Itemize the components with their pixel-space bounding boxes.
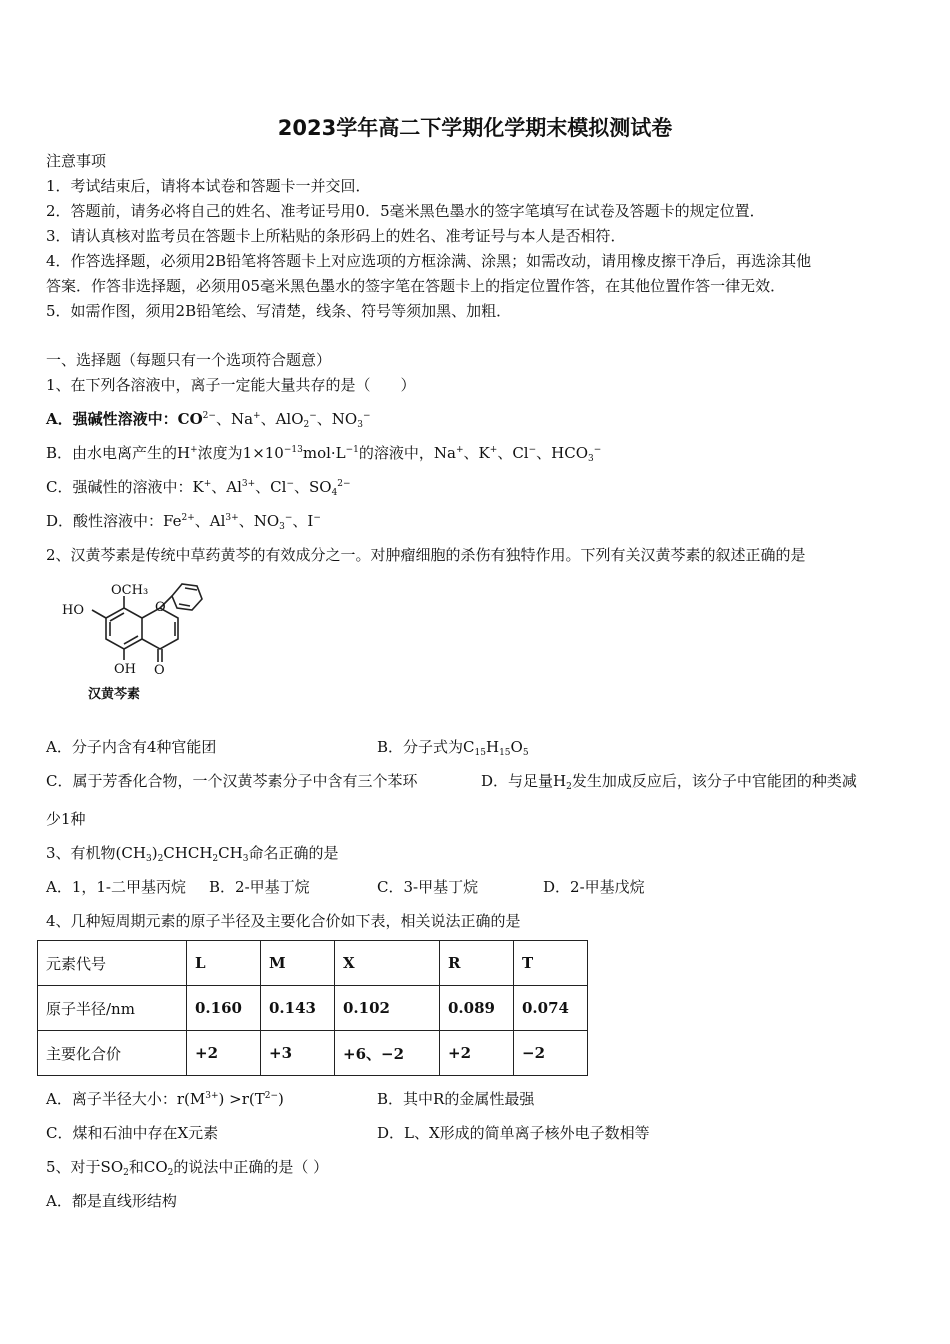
question-4-option-b: B．其中R的金属性最强 [377, 1090, 535, 1108]
question-5-option-a: A．都是直线形结构 [46, 1192, 177, 1210]
element-data-table [37, 940, 588, 1076]
table-cell: 0.102 [335, 986, 440, 1031]
question-4-option-a: A．离子半径大小：$r(M^{3+}) >r(T^{2-})$ [46, 1090, 284, 1108]
label-oh: OH [114, 662, 136, 677]
question-1-option-b: B．由水电离产生的H+浓度为$1\times 10^{-13}mol\cdot L^{-1}$的溶液中，Na+、K+、Cl−、$HCO_3^-$ [46, 444, 602, 464]
table-cell: −2 [514, 1031, 588, 1076]
table-row [38, 941, 588, 986]
notice-item: 4．作答选择题，必须用2B铅笔将答题卡上对应选项的方框涂满、涂黑；如需改动，请用橡皮擦干净后，再选涂其他 [46, 252, 812, 270]
table-cell: 0.074 [514, 986, 588, 1031]
question-4-option-d: D．L、X形成的简单离子核外电子数相等 [377, 1124, 650, 1142]
question-5-stem: 5、对于$SO_2$和$CO_2$的说法中正确的是（ ） [46, 1158, 329, 1178]
table-cell: X [335, 941, 440, 986]
table-cell: L [187, 941, 261, 986]
table-cell: +2 [440, 1031, 514, 1076]
label-ho: HO [62, 603, 84, 618]
table-row [38, 986, 588, 1031]
table-cell: +6、−2 [335, 1031, 440, 1076]
table-cell: 主要化合价 [38, 1031, 187, 1076]
table-cell: T [514, 941, 588, 986]
question-1-option-c: C．强碱性的溶液中：K+、$Al^{3+}$、Cl−、$SO_4^{2-}$ [46, 478, 351, 498]
notice-heading: 注意事项 [46, 152, 107, 170]
page-title: 2023学年高二下学期化学期末模拟测试卷 [277, 116, 673, 140]
question-3-option-b: B．2-甲基丁烷 [209, 878, 310, 896]
question-3-option-d: D．2-甲基戊烷 [543, 878, 645, 896]
table-cell: R [440, 941, 514, 986]
table-cell: +2 [187, 1031, 261, 1076]
question-2-option-b: B．分子式为$C_{15}H_{15}O_5$ [377, 738, 529, 758]
compound-name-label: 汉黄芩素 [88, 687, 141, 702]
question-1-stem: 1、在下列各溶液中，离子一定能大量共存的是（ ） [46, 376, 416, 394]
table-row [38, 1031, 588, 1076]
notice-item: 3．请认真核对监考员在答题卡上所粘贴的条形码上的姓名、准考证号与本人是否相符． [46, 227, 626, 245]
table-cell: 0.143 [261, 986, 335, 1031]
section-heading: 一、选择题（每题只有一个选项符合题意） [46, 351, 332, 369]
question-1-option-a: A．强碱性溶液中：$CO^{2-}$、Na+、AlO$_2$−、$NO_3^-$ [46, 410, 371, 430]
question-3-option-a: A．1，1-二甲基丙烷 [46, 878, 186, 896]
table-cell: +3 [261, 1031, 335, 1076]
benzene-ring-a [106, 608, 142, 649]
table-cell: 0.089 [440, 986, 514, 1031]
question-4-option-c: C．煤和石油中存在X元素 [46, 1124, 219, 1142]
notice-item: 2．答题前，请务必将自己的姓名、准考证号用0．5毫米黑色墨水的签字笔填写在试卷及答题卡的规定位置． [46, 202, 765, 220]
wogonin-structure-diagram [44, 582, 214, 707]
question-3-option-c: C．3-甲基丁烷 [377, 878, 479, 896]
label-ring-oxygen: O [155, 600, 166, 615]
table-cell: M [261, 941, 335, 986]
table-cell: 0.160 [187, 986, 261, 1031]
label-och3: OCH₃ [111, 583, 149, 598]
question-2-stem: 2、汉黄芩素是传统中草药黄芩的有效成分之一。对肿瘤细胞的杀伤有独特作用。下列有关汉黄芩素的叙述正确的是 [46, 546, 806, 564]
question-2-option-d: D．与足量$H_2$发生加成反应后，该分子中官能团的种类减 [481, 772, 857, 792]
question-1-option-d: D．酸性溶液中：$Fe^{2+}$、$Al^{3+}$、$NO_3^-$、I− [46, 512, 321, 532]
notice-item: 5．如需作图，须用2B铅笔绘、写清楚，线条、符号等须加黑、加粗． [46, 302, 512, 320]
table-cell: 原子半径/nm [38, 986, 187, 1031]
question-4-stem: 4、几种短周期元素的原子半径及主要化合价如下表，相关说法正确的是 [46, 912, 521, 930]
question-2-option-c: C．属于芳香化合物，一个汉黄芩素分子中含有三个苯环 [46, 772, 418, 790]
notice-item: 答案．作答非选择题，必须用05毫米黑色墨水的签字笔在答题卡上的指定位置作答，在其他位置作答一律无效． [46, 277, 786, 295]
notice-item: 1．考试结束后，请将本试卷和答题卡一并交回． [46, 177, 371, 195]
label-keto-oxygen: O [154, 663, 165, 678]
question-3-stem: 3、有机物$(CH_3)_2CHCH_2CH_3$命名正确的是 [46, 844, 339, 864]
table-cell: 元素代号 [38, 941, 187, 986]
question-2-option-d-continued: 少1种 [46, 810, 86, 828]
question-2-option-a: A．分子内含有4种官能团 [46, 738, 217, 756]
